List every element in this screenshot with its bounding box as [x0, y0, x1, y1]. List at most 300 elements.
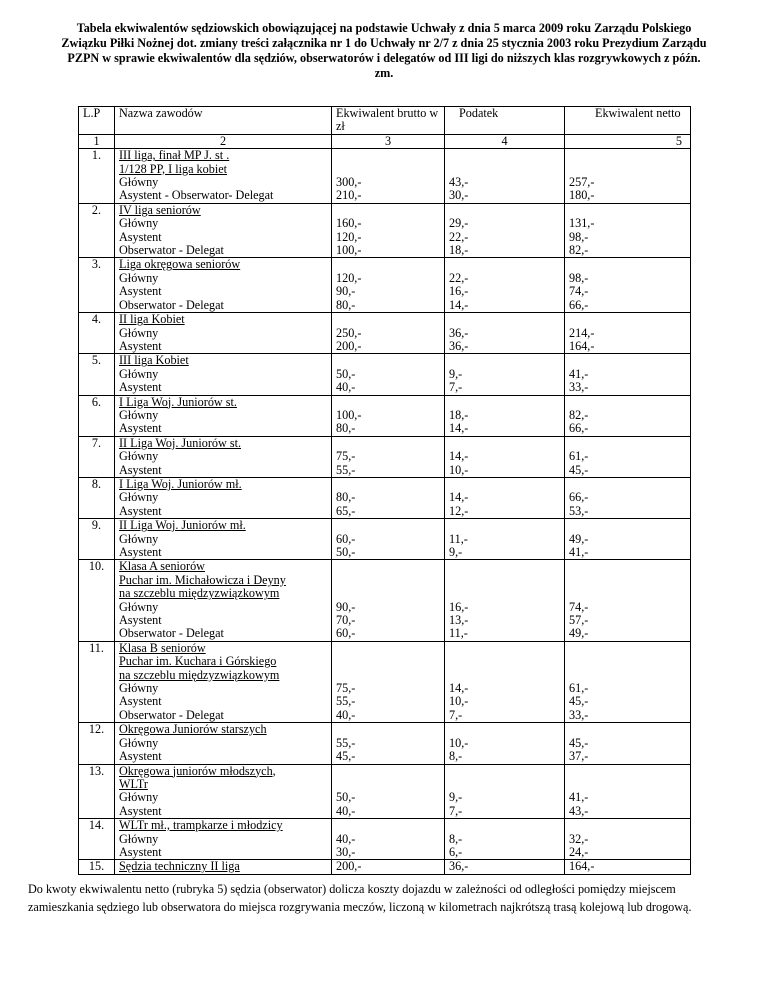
gross-amount: 120,- [336, 229, 362, 244]
official-role: Asystent [119, 462, 162, 477]
spacer [569, 313, 686, 326]
tax-amount: 10,- [449, 735, 469, 750]
table-row [79, 149, 691, 204]
tax-amount: 16,- [449, 599, 469, 614]
official-role: Asystent [119, 749, 162, 764]
official-role: Główny [119, 681, 159, 696]
net-amount: 57,- [569, 613, 589, 628]
row-tax [445, 477, 565, 518]
tax-amount: 9,- [449, 545, 463, 559]
equivalents-table [78, 106, 691, 875]
gross-amount: 55,- [336, 462, 356, 477]
spacer [336, 560, 440, 573]
net-amount: 82,- [569, 243, 589, 258]
spacer [449, 204, 560, 217]
net-amount: 33,- [569, 380, 589, 395]
official-role: Główny [119, 216, 159, 231]
spacer [449, 574, 560, 587]
document-title: Tabela ekwiwalentów sędziowskich obowiązującej na podstawie Uchwały z dnia 5 marca 2009 roku Zarządu Polskiego Związku Piłki Nożnej dot. zmiany treści załącznika nr 1 do Uchwały nr 2/7 z dnia 25 stycznia 2003 roku Prezydium Zarządu PZPN w sprawie ekwiwalentów dla sędziów, obserwatorów i delegatów od III ligi do niższych klas rozgrywkowych z późn. zm. [61, 21, 707, 80]
spacer [449, 163, 560, 176]
net-amount: 32,- [569, 831, 589, 846]
net-amount: 41,- [569, 366, 589, 381]
row-netto [565, 395, 691, 436]
table-row [79, 436, 691, 477]
table-row [79, 641, 691, 722]
spacer [449, 655, 560, 668]
row-brutto [332, 641, 445, 722]
net-amount: 43,- [569, 803, 589, 818]
row-tax [445, 519, 565, 560]
official-role: Asystent [119, 229, 162, 244]
spacer [336, 574, 440, 587]
official-role: Asystent [119, 545, 162, 559]
competition-category: Puchar im. Michałowicza i Deyny [119, 572, 286, 587]
net-amount: 74,- [569, 284, 589, 299]
row-competition-name [115, 436, 332, 477]
row-competition-name [115, 860, 332, 874]
official-role: Asystent [119, 503, 162, 518]
row-tax [445, 860, 565, 874]
row-netto [565, 764, 691, 819]
table-body [79, 107, 691, 875]
row-tax [445, 354, 565, 395]
official-role: Główny [119, 366, 159, 381]
row-lp: 3. [79, 258, 115, 313]
official-role: Asystent - Obserwator- Delegat [119, 188, 274, 203]
row-netto [565, 436, 691, 477]
tax-amount: 43,- [449, 175, 469, 190]
row-netto [565, 641, 691, 722]
competition-category: Okręgowa Juniorów starszych [119, 722, 267, 737]
table-row [79, 354, 691, 395]
tax-amount: 14,- [449, 681, 469, 696]
gross-amount: 40,- [336, 380, 356, 395]
competition-category: Puchar im. Kuchara i Górskiego [119, 654, 277, 669]
spacer [449, 819, 560, 832]
official-role: Asystent [119, 380, 162, 395]
official-role: Główny [119, 270, 159, 285]
gross-amount: 60,- [336, 531, 356, 546]
competition-category: Sędzia techniczny II liga [119, 859, 240, 874]
table-row [79, 764, 691, 819]
tax-amount: 14,- [449, 449, 469, 464]
row-tax [445, 149, 565, 204]
official-role: Główny [119, 175, 159, 190]
competition-category: II Liga Woj. Juniorów mł. [119, 518, 246, 533]
spacer [336, 655, 440, 668]
spacer [569, 478, 686, 491]
spacer [336, 819, 440, 832]
footnote: Do kwoty ekwiwalentu netto (rubryka 5) sędzia (obserwator) dolicza koszty dojazdu w zależności od odległości pomiędzy miejscem zamieszkania sędziego lub obserwatora do miejsca rozgrywania meczów, liczoną w kilometrach najkrótszą trasą kolejową lub drogową. [28, 882, 692, 914]
official-role: Główny [119, 831, 159, 846]
tax-amount: 36,- [449, 859, 469, 874]
tax-amount: 7,- [449, 380, 463, 395]
official-role: Obserwator - Delegat [119, 707, 224, 722]
gross-amount: 60,- [336, 626, 356, 641]
net-amount: 45,- [569, 462, 589, 477]
spacer [569, 163, 686, 176]
spacer [569, 819, 686, 832]
tax-amount: 36,- [449, 325, 469, 340]
net-amount: 24,- [569, 844, 589, 859]
row-lp: 14. [79, 819, 115, 860]
row-lp: 2. [79, 203, 115, 258]
row-brutto [332, 723, 445, 764]
row-tax [445, 203, 565, 258]
tax-amount: 8,- [449, 749, 463, 764]
competition-category: na szczeblu międzyzwiązkowym [119, 586, 280, 601]
gross-amount: 50,- [336, 790, 356, 805]
row-lp: 4. [79, 313, 115, 354]
tax-amount: 14,- [449, 490, 469, 505]
tax-amount: 14,- [449, 297, 469, 312]
spacer [569, 765, 686, 778]
spacer [569, 204, 686, 217]
spacer [336, 204, 440, 217]
column-number-row [79, 134, 691, 148]
official-role: Asystent [119, 338, 162, 353]
row-competition-name [115, 395, 332, 436]
spacer [336, 765, 440, 778]
net-amount: 33,- [569, 707, 589, 722]
tax-amount: 13,- [449, 613, 469, 628]
gross-amount: 80,- [336, 421, 356, 436]
tax-amount: 9,- [449, 366, 463, 381]
gross-amount: 80,- [336, 490, 356, 505]
table-row [79, 313, 691, 354]
gross-amount: 40,- [336, 707, 356, 722]
official-role: Główny [119, 325, 159, 340]
row-brutto [332, 436, 445, 477]
tax-amount: 7,- [449, 803, 463, 818]
gross-amount: 80,- [336, 297, 356, 312]
gross-amount: 250,- [336, 325, 362, 340]
net-amount: 66,- [569, 297, 589, 312]
row-netto [565, 560, 691, 641]
spacer [569, 655, 686, 668]
tax-amount: 16,- [449, 284, 469, 299]
row-netto [565, 354, 691, 395]
row-brutto [332, 203, 445, 258]
official-role: Asystent [119, 284, 162, 299]
gross-amount: 65,- [336, 503, 356, 518]
spacer [449, 149, 560, 162]
spacer [336, 723, 440, 736]
official-role: Główny [119, 531, 159, 546]
net-amount: 66,- [569, 490, 589, 505]
row-brutto [332, 764, 445, 819]
spacer [336, 778, 440, 791]
row-lp: 10. [79, 560, 115, 641]
net-amount: 164,- [569, 859, 595, 874]
competition-category: II Liga Woj. Juniorów st. [119, 435, 242, 450]
tax-amount: 30,- [449, 188, 469, 203]
row-competition-name [115, 149, 332, 204]
official-role: Główny [119, 490, 159, 505]
row-competition-name [115, 354, 332, 395]
spacer [569, 560, 686, 573]
row-brutto [332, 149, 445, 204]
official-role: Asystent [119, 803, 162, 818]
official-role: Asystent [119, 613, 162, 628]
row-brutto [332, 258, 445, 313]
header-row [79, 107, 691, 135]
spacer [569, 669, 686, 682]
column-number-1: 1 [79, 134, 115, 148]
tax-amount: 18,- [449, 243, 469, 258]
net-amount: 49,- [569, 626, 589, 641]
row-lp: 9. [79, 519, 115, 560]
net-amount: 41,- [569, 545, 589, 559]
row-lp: 12. [79, 723, 115, 764]
spacer [569, 519, 686, 532]
row-lp: 8. [79, 477, 115, 518]
row-lp: 11. [79, 641, 115, 722]
spacer [569, 642, 686, 655]
spacer [569, 437, 686, 450]
spacer [449, 478, 560, 491]
official-role: Asystent [119, 421, 162, 436]
tax-amount: 29,- [449, 216, 469, 231]
net-amount: 61,- [569, 681, 589, 696]
spacer [336, 149, 440, 162]
tax-amount: 10,- [449, 694, 469, 709]
spacer [336, 313, 440, 326]
spacer [336, 396, 440, 409]
table-row [79, 395, 691, 436]
tax-amount: 14,- [449, 421, 469, 436]
tax-amount: 22,- [449, 229, 469, 244]
spacer [569, 258, 686, 271]
header-lp: L.P [79, 107, 115, 135]
row-brutto [332, 395, 445, 436]
spacer [449, 560, 560, 573]
spacer [336, 478, 440, 491]
spacer [336, 354, 440, 367]
row-competition-name [115, 764, 332, 819]
row-tax [445, 764, 565, 819]
row-brutto [332, 477, 445, 518]
row-competition-name [115, 560, 332, 641]
competition-category: 1/128 PP, I liga kobiet [119, 161, 227, 176]
net-amount: 61,- [569, 449, 589, 464]
row-netto [565, 477, 691, 518]
net-amount: 98,- [569, 270, 589, 285]
official-role: Główny [119, 599, 159, 614]
table-row [79, 477, 691, 518]
tax-amount: 9,- [449, 790, 463, 805]
row-competition-name [115, 723, 332, 764]
official-role: Obserwator - Delegat [119, 297, 224, 312]
gross-amount: 75,- [336, 681, 356, 696]
row-tax [445, 819, 565, 860]
official-role: Główny [119, 407, 159, 422]
row-netto [565, 723, 691, 764]
row-netto [565, 149, 691, 204]
row-competition-name [115, 258, 332, 313]
row-tax [445, 436, 565, 477]
table-row [79, 258, 691, 313]
gross-amount: 100,- [336, 407, 362, 422]
row-competition-name [115, 203, 332, 258]
row-lp: 13. [79, 764, 115, 819]
row-lp: 7. [79, 436, 115, 477]
gross-amount: 160,- [336, 216, 362, 231]
table-row [79, 519, 691, 560]
row-netto [565, 203, 691, 258]
row-competition-name [115, 313, 332, 354]
official-role: Główny [119, 449, 159, 464]
net-amount: 257,- [569, 175, 595, 190]
net-amount: 180,- [569, 188, 595, 203]
header-brutto: Ekwiwalent brutto w zł [332, 107, 445, 135]
competition-category: Klasa A seniorów [119, 559, 205, 574]
row-netto [565, 819, 691, 860]
spacer [449, 437, 560, 450]
net-amount: 45,- [569, 694, 589, 709]
row-tax [445, 395, 565, 436]
row-competition-name [115, 477, 332, 518]
spacer [449, 765, 560, 778]
spacer [449, 354, 560, 367]
competition-category: IV liga seniorów [119, 202, 201, 217]
spacer [336, 669, 440, 682]
table-row [79, 723, 691, 764]
column-number-2: 2 [115, 134, 332, 148]
net-amount: 214,- [569, 325, 595, 340]
official-role: Asystent [119, 844, 162, 859]
official-role: Obserwator - Delegat [119, 243, 224, 258]
official-role: Główny [119, 735, 159, 750]
competition-category: III liga, finał MP J. st . [119, 148, 230, 163]
spacer [336, 642, 440, 655]
official-role: Główny [119, 790, 159, 805]
row-netto [565, 860, 691, 874]
spacer [336, 519, 440, 532]
spacer [449, 396, 560, 409]
spacer [569, 396, 686, 409]
spacer [449, 313, 560, 326]
row-brutto [332, 313, 445, 354]
net-amount: 37,- [569, 749, 589, 764]
tax-amount: 10,- [449, 462, 469, 477]
spacer [336, 437, 440, 450]
tax-amount: 22,- [449, 270, 469, 285]
official-role: Obserwator - Delegat [119, 626, 224, 641]
table-row [79, 860, 691, 874]
row-tax [445, 641, 565, 722]
spacer [449, 519, 560, 532]
competition-category: II liga Kobiet [119, 312, 185, 327]
spacer [449, 642, 560, 655]
competition-category: na szczeblu międzyzwiązkowym [119, 667, 280, 682]
row-netto [565, 313, 691, 354]
spacer [569, 723, 686, 736]
gross-amount: 100,- [336, 243, 362, 258]
competition-category: I Liga Woj. Juniorów st. [119, 394, 237, 409]
competition-category: WLTr [119, 776, 148, 791]
row-competition-name [115, 641, 332, 722]
competition-category: Klasa B seniorów [119, 640, 206, 655]
row-lp: 15. [79, 860, 115, 874]
competition-category: Liga okręgowa seniorów [119, 257, 241, 272]
gross-amount: 55,- [336, 735, 356, 750]
row-tax [445, 723, 565, 764]
gross-amount: 70,- [336, 613, 356, 628]
row-brutto [332, 819, 445, 860]
spacer [569, 149, 686, 162]
row-lp: 5. [79, 354, 115, 395]
tax-amount: 18,- [449, 407, 469, 422]
net-amount: 98,- [569, 229, 589, 244]
tax-amount: 11,- [449, 626, 468, 641]
spacer [569, 587, 686, 600]
spacer [336, 163, 440, 176]
net-amount: 66,- [569, 421, 589, 436]
row-tax [445, 560, 565, 641]
competition-category: Okręgowa juniorów młodszych, [119, 763, 276, 778]
gross-amount: 200,- [336, 338, 362, 353]
spacer [569, 778, 686, 791]
row-netto [565, 258, 691, 313]
official-role: Asystent [119, 694, 162, 709]
gross-amount: 40,- [336, 831, 356, 846]
net-amount: 74,- [569, 599, 589, 614]
table-row [79, 819, 691, 860]
spacer [336, 258, 440, 271]
net-amount: 53,- [569, 503, 589, 518]
row-tax [445, 313, 565, 354]
gross-amount: 30,- [336, 844, 356, 859]
gross-amount: 75,- [336, 449, 356, 464]
spacer [569, 574, 686, 587]
gross-amount: 300,- [336, 175, 362, 190]
table-row [79, 560, 691, 641]
tax-amount: 7,- [449, 707, 463, 722]
column-number-5: 5 [565, 134, 691, 148]
row-brutto [332, 560, 445, 641]
row-brutto [332, 860, 445, 874]
row-lp: 1. [79, 149, 115, 204]
row-netto [565, 519, 691, 560]
gross-amount: 45,- [336, 749, 356, 764]
tax-amount: 6,- [449, 844, 463, 859]
gross-amount: 50,- [336, 545, 356, 559]
net-amount: 82,- [569, 407, 589, 422]
header-tax: Podatek [445, 107, 565, 135]
net-amount: 41,- [569, 790, 589, 805]
gross-amount: 200,- [336, 859, 362, 874]
row-brutto [332, 519, 445, 560]
gross-amount: 55,- [336, 694, 356, 709]
gross-amount: 40,- [336, 803, 356, 818]
spacer [336, 587, 440, 600]
net-amount: 49,- [569, 531, 589, 546]
tax-amount: 36,- [449, 338, 469, 353]
row-competition-name [115, 819, 332, 860]
spacer [449, 723, 560, 736]
header-name: Nazwa zawodów [115, 107, 332, 135]
competition-category: I Liga Woj. Juniorów mł. [119, 476, 242, 491]
net-amount: 164,- [569, 338, 595, 353]
tax-amount: 11,- [449, 531, 468, 546]
column-number-4: 4 [445, 134, 565, 148]
tax-amount: 8,- [449, 831, 463, 846]
column-number-3: 3 [332, 134, 445, 148]
row-brutto [332, 354, 445, 395]
gross-amount: 210,- [336, 188, 362, 203]
competition-category: III liga Kobiet [119, 353, 189, 368]
